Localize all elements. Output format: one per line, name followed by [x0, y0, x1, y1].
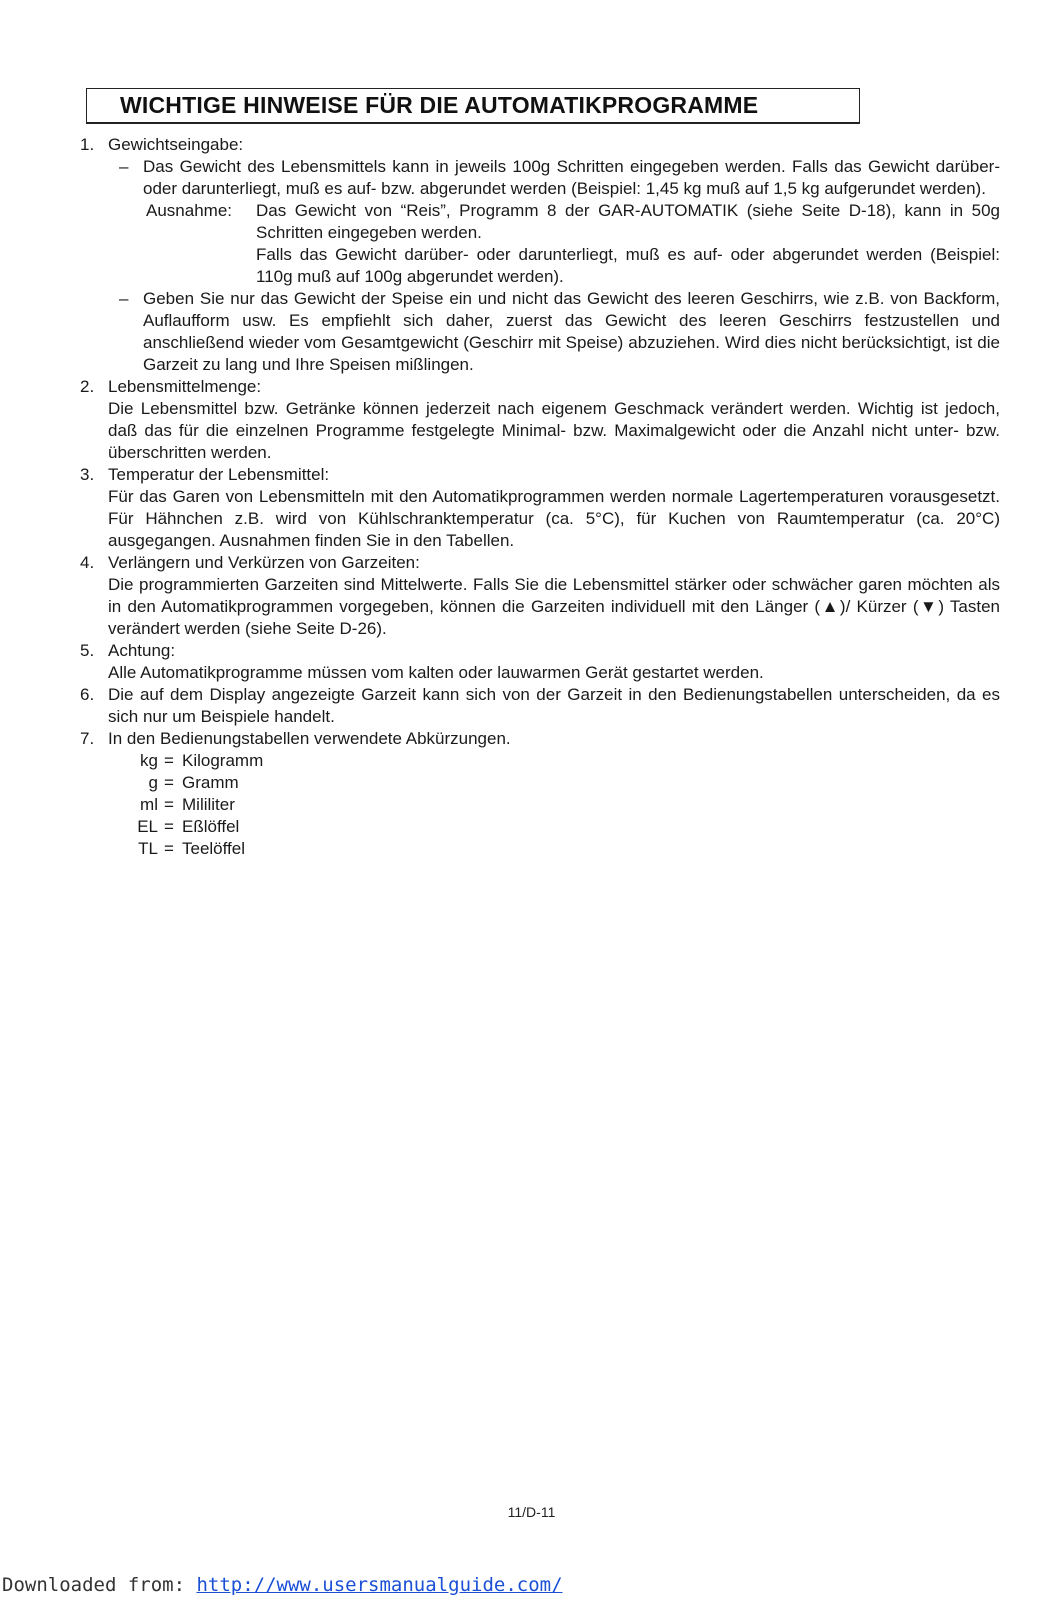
item-text: Die Lebensmittel bzw. Getränke können jederzeit nach eigenem Geschmack verändert werden. Wichtig ist jedoch, daß das für die einzelnen Programme festgelegte Minimal- bzw. Maximalgewicht oder die Anzahl nicht unter- bzw. überschritten werden. [108, 399, 1000, 462]
download-footer [2, 1574, 563, 1596]
list-item-1 [80, 134, 1000, 376]
abbreviation-value: Gramm [182, 773, 239, 792]
item-number: 3. [80, 465, 95, 484]
item-number: 4. [80, 553, 95, 572]
item-text: Alle Automatikprogramme müssen vom kalten oder lauwarmen Gerät gestartet werden. [108, 663, 764, 682]
abbreviation-key: EL [137, 817, 158, 836]
dash-marker: – [119, 157, 129, 176]
abbreviation-row [108, 838, 1000, 860]
footer-label: Downloaded from: [2, 1574, 197, 1596]
bullet-text: Geben Sie nur das Gewicht der Speise ein und nicht das Gewicht des leeren Geschirrs, wie z.B. von Backform, Auflaufform usw. Es empfiehlt sich daher, zuerst das Gewicht des leeren Geschirrs festzustellen und anschließend wieder vom Gesamtgewicht (Geschirr mit Speise) abzuziehen. Wird dies nicht berücksichtigt, ist die Garzeit zu lang und Ihre Speisen mißlingen. [143, 289, 1000, 374]
abbreviation-equals: = [164, 817, 174, 836]
abbreviation-list [108, 750, 1000, 860]
item-heading: Achtung: [108, 641, 176, 660]
list-item-4 [80, 552, 1000, 640]
instructions-list [80, 134, 1000, 860]
item-heading: Lebensmittelmenge: [108, 377, 262, 396]
item-number: 6. [80, 685, 95, 704]
abbreviation-value: Mililiter [182, 795, 235, 814]
abbreviation-row [108, 772, 1000, 794]
list-item-7 [80, 728, 1000, 860]
exception-label: Ausnahme: [146, 201, 232, 220]
item-text: Für das Garen von Lebensmitteln mit den Automatikprogrammen werden normale Lagertemperaturen vorausgesetzt. Für Hähnchen z.B. wird von Kühlschranktemperatur (ca. 5°C), für Kuchen von Raumtemperatur (ca. 20°C) ausgegangen. Ausnahmen finden Sie in den Tabellen. [108, 487, 1000, 550]
page-title: WICHTIGE HINWEISE FÜR DIE AUTOMATIKPROGRAMME [120, 92, 759, 118]
bullet-weight-steps [111, 156, 1000, 200]
abbreviation-row [108, 750, 1000, 772]
list-item-6 [80, 684, 1000, 728]
exception-content [146, 200, 1000, 288]
abbreviation-equals: = [164, 839, 174, 858]
item-number: 5. [80, 641, 95, 660]
item-text: Die auf dem Display angezeigte Garzeit kann sich von der Garzeit in den Bedienungstabellen unterscheiden, da es sich nur um Beispiele handelt. [108, 685, 1000, 726]
abbreviation-key: TL [138, 839, 158, 858]
abbreviation-key: g [148, 773, 158, 792]
item-heading: Gewichtseingabe: [108, 135, 244, 154]
item-text: In den Bedienungstabellen verwendete Abkürzungen. [108, 729, 511, 748]
abbreviation-row [108, 816, 1000, 838]
item-heading: Temperatur der Lebensmittel: [108, 465, 330, 484]
footer-link[interactable]: http://www.usersmanualguide.com/ [196, 1574, 563, 1596]
exception-text: Das Gewicht von “Reis”, Programm 8 der GAR-AUTOMATIK (siehe Seite D-18), kann in 50g Schritten eingegeben werden. [256, 201, 1000, 242]
abbreviation-equals: = [164, 795, 174, 814]
bullet-dish-weight [111, 288, 1000, 376]
exception-rounding-text: Falls das Gewicht darüber- oder darunterliegt, muß es auf- oder abgerundet werden (Beispiel: 110g muß auf 100g abgerundet werden). [256, 245, 1000, 286]
item-number: 2. [80, 377, 95, 396]
dash-marker: – [119, 289, 129, 308]
page-number: 11/D-11 [507, 1504, 556, 1520]
abbreviation-key: kg [140, 751, 158, 770]
abbreviation-row [108, 794, 1000, 816]
abbreviation-value: Eßlöffel [182, 817, 240, 836]
abbreviation-value: Kilogramm [182, 751, 264, 770]
item-number: 1. [80, 135, 95, 154]
item-text: Die programmierten Garzeiten sind Mittelwerte. Falls Sie die Lebensmittel stärker oder schwächer garen möchten als in den Automatikprogrammen vorgegeben, können die Garzeiten individuell mit den Länger (▲)/ Kürzer (▼) Tasten verändert werden (siehe Seite D-26). [108, 575, 1000, 638]
abbreviation-value: Teelöffel [182, 839, 246, 858]
exception-block [111, 200, 1000, 288]
abbreviation-equals: = [164, 773, 174, 792]
abbreviation-equals: = [164, 751, 174, 770]
list-item-5 [80, 640, 1000, 684]
list-item-3 [80, 464, 1000, 552]
abbreviation-key: ml [140, 795, 158, 814]
list-item-2 [80, 376, 1000, 464]
item-number: 7. [80, 729, 95, 748]
item-heading: Verlängern und Verkürzen von Garzeiten: [108, 553, 420, 572]
bullet-text: Das Gewicht des Lebensmittels kann in jeweils 100g Schritten eingegeben werden. Falls das Gewicht darüber- oder darunterliegt, muß es auf- bzw. abgerundet werden (Beispiel: 1,45 kg muß auf 1,5 kg aufgerundet werden). [143, 157, 1000, 198]
